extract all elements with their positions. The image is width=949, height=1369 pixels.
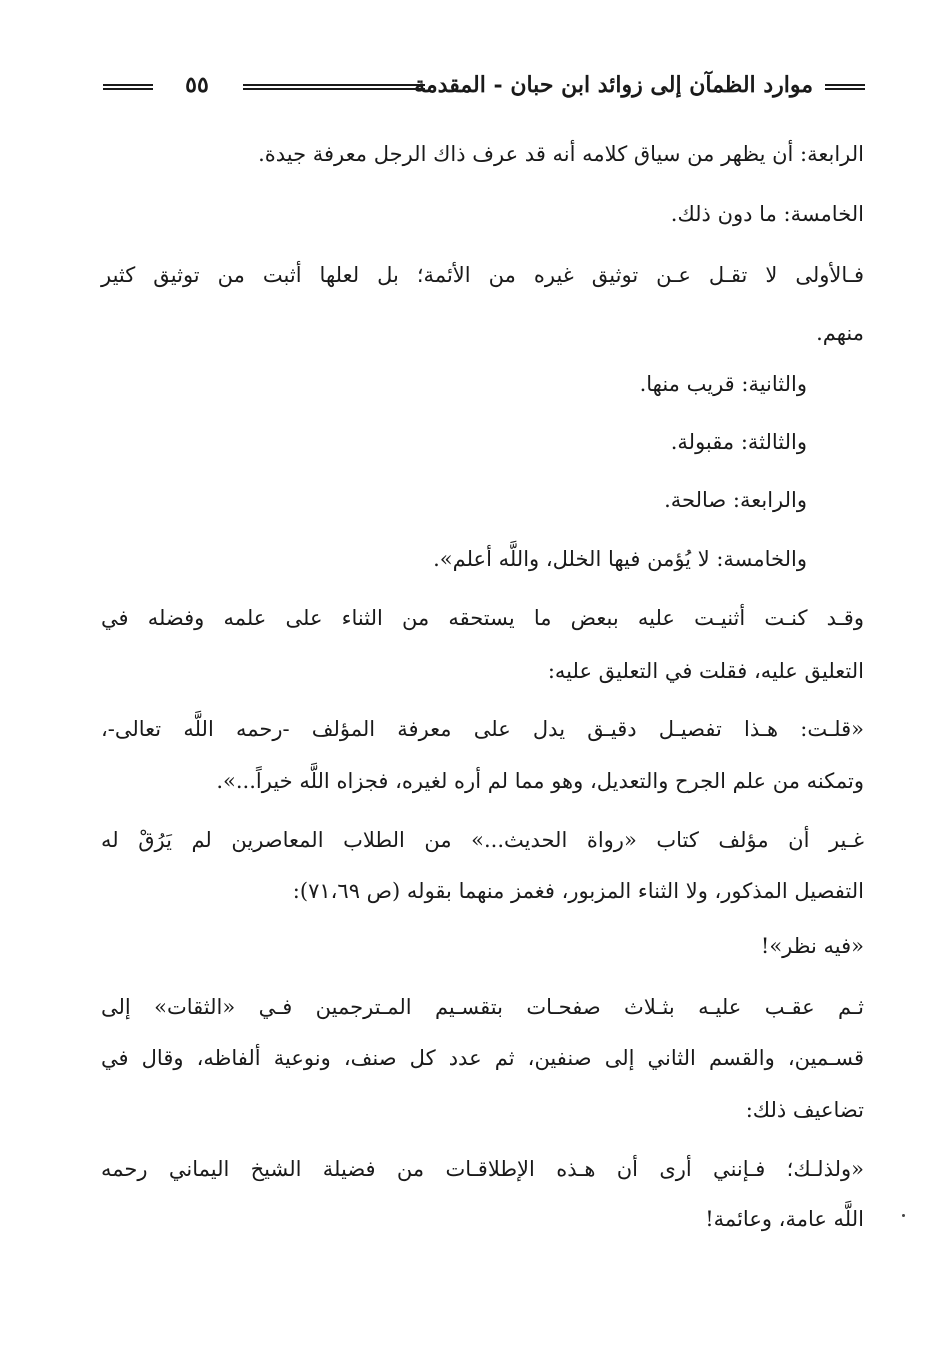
running-header: [100, 70, 865, 106]
text-line-1: الرابعة: أن يظهر من سياق كلامه أنه قد عرف ذاك الرجل معرفة جيدة.: [258, 142, 864, 166]
text-line-6: والثالثة: مقبولة.: [670, 430, 807, 454]
page-number: ٥٥: [185, 72, 209, 98]
text-line-12: وتمكنه من علم الجرح والتعديل، وهو مما لم أره لغيره، فجزاه اللَّه خيراً...».: [216, 769, 864, 793]
header-title: موارد الظمآن إلى زوائد ابن حبان - المقدمة: [414, 72, 813, 98]
margin-speck: [902, 1214, 905, 1217]
text-line-18: تضاعيف ذلك:: [745, 1098, 864, 1122]
text-line-10: التعليق عليه، فقلت في التعليق عليه:: [547, 659, 864, 683]
header-rule-right: [825, 84, 865, 90]
text-line-4: منهم.: [816, 321, 864, 345]
text-line-15: «فيه نظر»!: [760, 934, 864, 958]
text-line-7: والرابعة: صالحة.: [664, 488, 807, 512]
text-line-9: وقـد كنـت أثنيـت عليه ببعض ما يستحقه من الثناء على علمه وفضله في: [101, 606, 864, 630]
text-line-3: فـالأولى لا تقـل عـن توثيق غيره من الأئمة؛ بل لعلها أثبت من توثيق كثير: [101, 263, 864, 287]
text-line-8: والخامسة: لا يُؤمن فيها الخلل، واللَّه أعلم».: [433, 547, 807, 571]
text-line-2: الخامسة: ما دون ذلك.: [670, 202, 864, 226]
header-rule-left: [103, 84, 153, 90]
text-line-14: التفصيل المذكور، ولا الثناء المزبور، فغمز منهما بقوله (ص ٧١،٦٩):: [292, 879, 864, 903]
text-line-11: «قلـت: هـذا تفصيـل دقيـق يدل على معرفة المؤلف -رحمه اللَّه تعالى-،: [101, 717, 864, 741]
text-line-17: قسـمين، والقسم الثاني إلى صنفين، ثم عدد كل صنف، ونوعية ألفاظه، وقال في: [101, 1046, 864, 1070]
text-line-20: اللَّه عامة، وعائمة!: [705, 1207, 864, 1231]
header-rule-middle: [243, 84, 425, 90]
text-line-5: والثانية: قريب منها.: [639, 372, 807, 396]
text-line-19: «ولذلـك؛ فـإنني أرى أن هـذه الإطلاقـات من فضيلة الشيخ اليماني رحمه: [101, 1157, 864, 1181]
text-line-16: ثـم عقـب عليـه بثـلاث صفحـات بتقسـيم المـترجمين فـي «الثقات» إلى: [101, 995, 864, 1019]
text-line-13: غـير أن مؤلف كتاب «رواة الحديث...» من الطلاب المعاصرين لم يَرُقْ له: [101, 828, 864, 852]
